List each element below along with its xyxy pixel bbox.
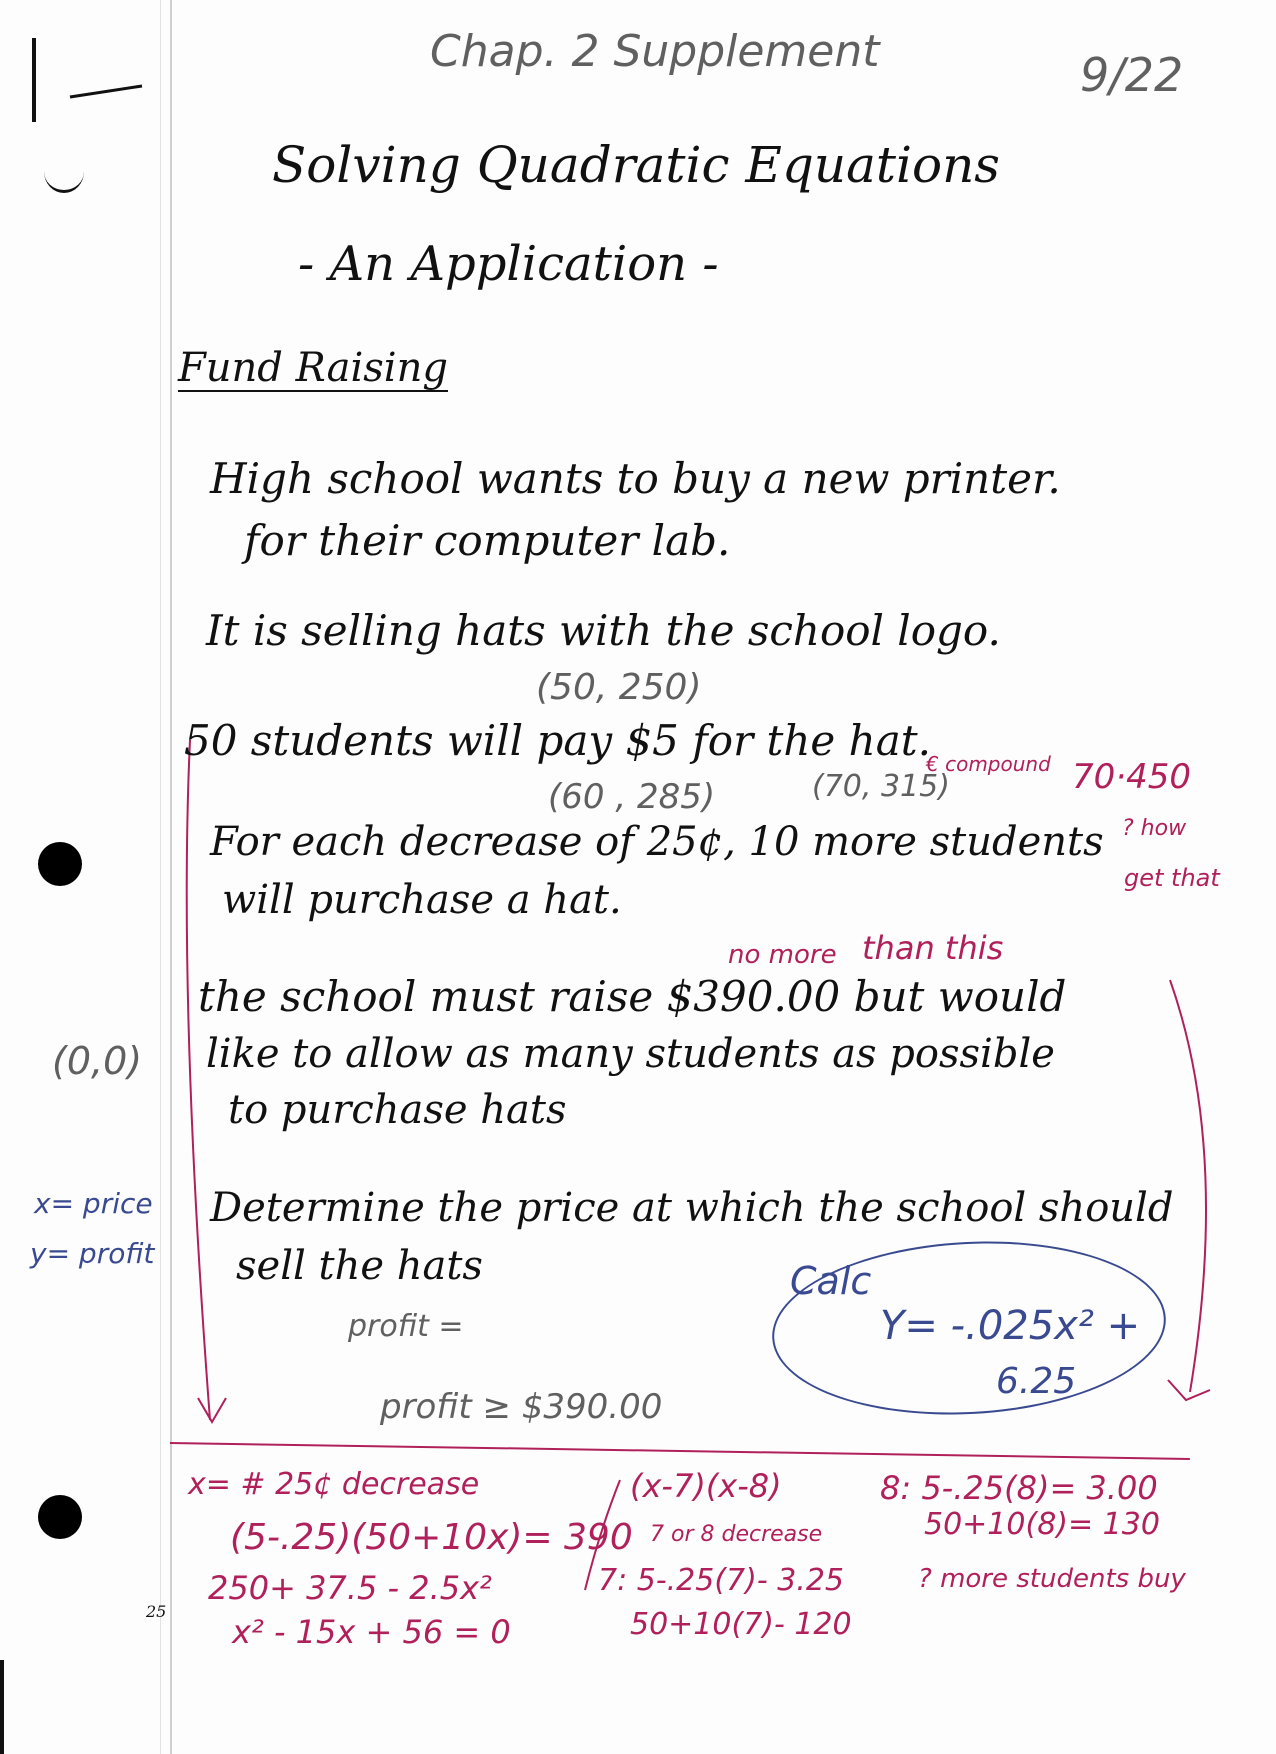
red-arrow-left — [187, 740, 210, 1420]
problem-line-9: to purchase hats — [228, 1087, 567, 1133]
page-title: Solving Quadratic Equations — [272, 136, 1000, 194]
problem-line-10: Determine the price at which the school should — [210, 1185, 1174, 1231]
problem-line-6: will purchase a hat. — [222, 877, 622, 923]
problem-line-4: 50 students will pay $5 for the hat. — [184, 716, 931, 765]
red-arrow-left-head — [198, 1398, 226, 1422]
page-subtitle: - An Application - — [298, 236, 719, 292]
problem-line-11: sell the hats — [236, 1243, 483, 1289]
work-col3-line3: ? more students buy — [918, 1564, 1186, 1594]
profit-note-2: profit ≥ $390.00 — [380, 1387, 663, 1427]
point-50-250: (50, 250) — [536, 667, 702, 708]
problem-line-8: like to allow as many students as possible — [206, 1031, 1055, 1077]
work-col1-line2: (5-.25)(50+10x)= 390 — [230, 1517, 633, 1558]
date-label: 9/22 — [1080, 48, 1184, 102]
work-col2-line1: (x-7)(x-8) — [630, 1467, 782, 1505]
note-get-that: get that — [1124, 864, 1220, 892]
chapter-label: Chap. 2 Supplement — [430, 26, 880, 77]
margin-y-definition: y= profit — [30, 1237, 155, 1270]
section-heading: Fund Raising — [178, 345, 448, 391]
work-col2-line4: 50+10(7)- 120 — [630, 1607, 852, 1642]
point-70-315: (70, 315) — [812, 769, 950, 804]
red-arrow-right-head — [1168, 1380, 1210, 1400]
calc-equation-line-2: 6.25 — [996, 1361, 1077, 1402]
note-compound: € compound — [926, 752, 1051, 776]
problem-line-7: the school must raise $390.00 but would — [198, 972, 1067, 1021]
corner-dash-stroke — [70, 86, 142, 97]
note-than-this: than this — [862, 929, 1004, 967]
work-col2-line2: 7 or 8 decrease — [650, 1522, 823, 1547]
work-col1-line1: x= # 25¢ decrease — [188, 1467, 480, 1502]
note-no-more: no more — [728, 940, 837, 970]
red-arrow-right — [1170, 980, 1206, 1392]
calc-equation-line-1: Y= -.025x² + — [880, 1303, 1141, 1349]
margin-x-definition: x= price — [34, 1187, 153, 1220]
problem-line-5: For each decrease of 25¢, 10 more students — [210, 819, 1104, 865]
work-col3-line2: 50+10(8)= 130 — [924, 1507, 1160, 1542]
note-seventy: 70·450 — [1072, 757, 1191, 797]
problem-line-3: It is selling hats with the school logo. — [206, 606, 1001, 655]
work-col2-line3: 7: 5-.25(7)- 3.25 — [598, 1563, 845, 1598]
problem-line-1: High school wants to buy a new printer. — [210, 454, 1061, 503]
margin-small-mark: 25 — [146, 1602, 167, 1621]
problem-line-2: for their computer lab. — [244, 516, 731, 565]
work-col3-line1: 8: 5-.25(8)= 3.00 — [880, 1469, 1158, 1507]
note-how: ? how — [1122, 816, 1187, 841]
margin-origin: (0,0) — [52, 1039, 143, 1083]
point-60-285: (60 , 285) — [548, 777, 716, 817]
profit-note-1: profit = — [348, 1309, 464, 1344]
work-col1-line3: 250+ 37.5 - 2.5x² — [208, 1569, 492, 1607]
work-col1-line4: x² - 15x + 56 = 0 — [232, 1613, 511, 1651]
calc-label: Calc — [790, 1259, 872, 1303]
